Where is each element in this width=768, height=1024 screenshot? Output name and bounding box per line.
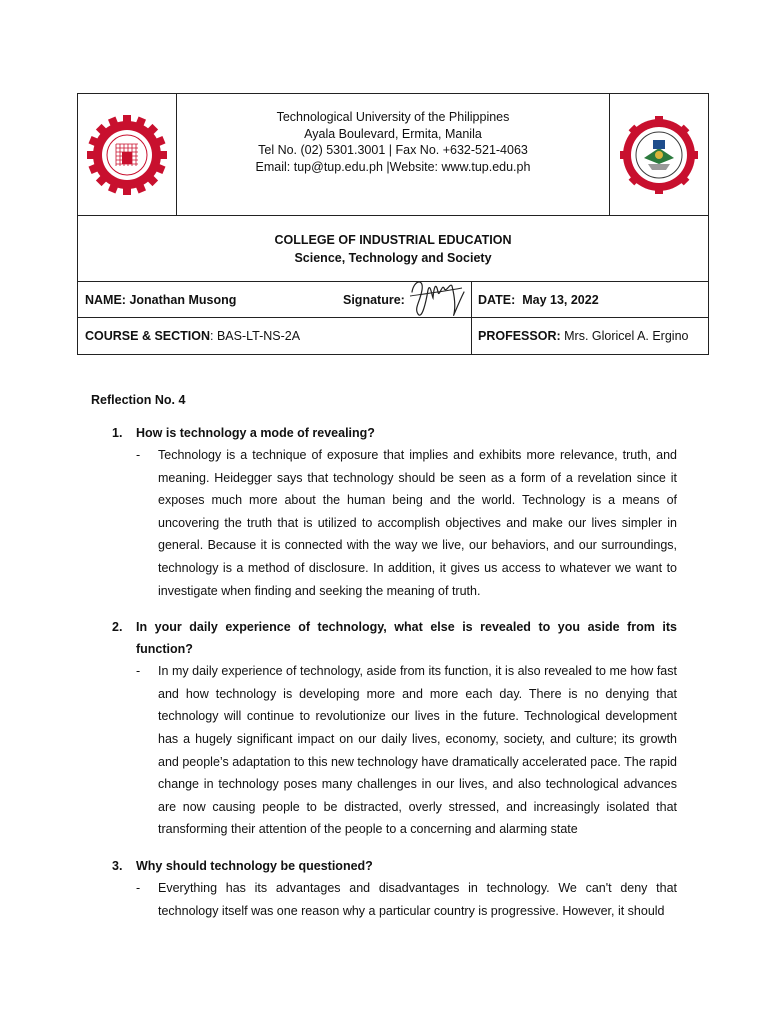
professor-cell	[472, 318, 708, 354]
signature-label: Signature:	[343, 292, 405, 307]
question-heading	[112, 616, 677, 660]
name-label: NAME:	[85, 292, 126, 307]
university-address	[177, 94, 609, 215]
name-value: Jonathan Musong	[129, 292, 237, 307]
course-value: : BAS-LT-NS-2A	[210, 329, 301, 343]
name-cell	[78, 282, 472, 317]
reflection-content	[91, 393, 677, 936]
question-heading	[112, 422, 677, 444]
course-label: COURSE & SECTION	[85, 329, 211, 343]
date-value: May 13, 2022	[522, 292, 599, 307]
signature-image	[406, 274, 468, 324]
question-number: 2.	[112, 620, 123, 635]
answer-text: In my daily experience of technology, aside from its function, it is also revealed to me how fast and how technology is developing more and more each day. There is no denying that technology will continue to revolutionize our lives in the future. Technological development has a hugely significant impact on our daily lives, economy, society, and culture; its growth and people’s adaptation to this new technology have dramatically accelerated pace. The rapid change in technology poses many challenges in our lives, and also technological advances are now causing people to be distracted, overly stressed, and increasingly isolated that transforming their attention of the people to a concerning and alarming state	[158, 664, 677, 837]
professor-label: PROFESSOR:	[478, 329, 561, 343]
question-block	[91, 855, 677, 922]
header-row-course	[78, 318, 708, 354]
question-heading	[112, 855, 677, 877]
address-line-2: Ayala Boulevard, Ermita, Manila	[304, 126, 482, 141]
question-block	[91, 616, 677, 841]
right-logo-cell	[609, 94, 708, 215]
header-row-college	[78, 216, 708, 282]
header-table	[77, 93, 709, 355]
college-name: COLLEGE OF INDUSTRIAL EDUCATION	[274, 232, 512, 247]
question-text: Why should technology be questioned?	[136, 858, 373, 873]
header-row-logos	[78, 94, 708, 216]
answer	[136, 660, 677, 841]
question-number: 3.	[112, 858, 123, 873]
course-cell	[78, 318, 472, 354]
answer-dash: -	[136, 880, 141, 895]
question-number: 1.	[112, 426, 123, 440]
professor-value: Mrs. Gloricel A. Ergino	[564, 329, 689, 343]
answer	[136, 877, 677, 922]
date-label: DATE:	[478, 292, 516, 307]
answer	[136, 444, 677, 602]
question-text: In your daily experience of technology, what else is revealed to you aside from its function?	[136, 620, 677, 657]
left-logo-cell	[78, 94, 177, 215]
answer-text: Technology is a technique of exposure that implies and exhibits more relevance, truth, and meaning. Heidegger says that technology should be seen as a form of a revelation since it exposes much more about the human being and the world. Technology is a means of uncovering the truth that is utilized to accomplish objectives and make our lives simpler in general. Because it is connected with the way we live, our behaviors, and our surroundings, technology is a method of disclosure. In addition, it gives us access to whatever we want to investigate when finding and seeking the meaning of truth.	[158, 448, 677, 598]
tup-seal-logo	[86, 114, 168, 196]
question-block	[91, 422, 677, 602]
answer-dash: -	[136, 448, 141, 462]
address-line-3: Tel No. (02) 5301.3001 | Fax No. +632-521-4063	[258, 143, 528, 157]
date-cell	[472, 282, 708, 317]
college-seal-logo	[618, 114, 700, 196]
header-row-name	[78, 282, 708, 318]
address-line-1: Technological University of the Philippines	[276, 110, 510, 124]
subject-name: Science, Technology and Society	[294, 250, 492, 265]
answer-dash: -	[136, 664, 141, 679]
address-line-4: Email: tup@tup.edu.ph |Website: www.tup.edu.ph	[255, 159, 531, 174]
question-text: How is technology a mode of revealing?	[136, 426, 375, 440]
answer-text: Everything has its advantages and disadvantages in technology. We can't deny that technology itself was one reason why a particular country is progressive. However, it should	[158, 880, 677, 918]
reflection-title: Reflection No. 4	[91, 393, 186, 407]
